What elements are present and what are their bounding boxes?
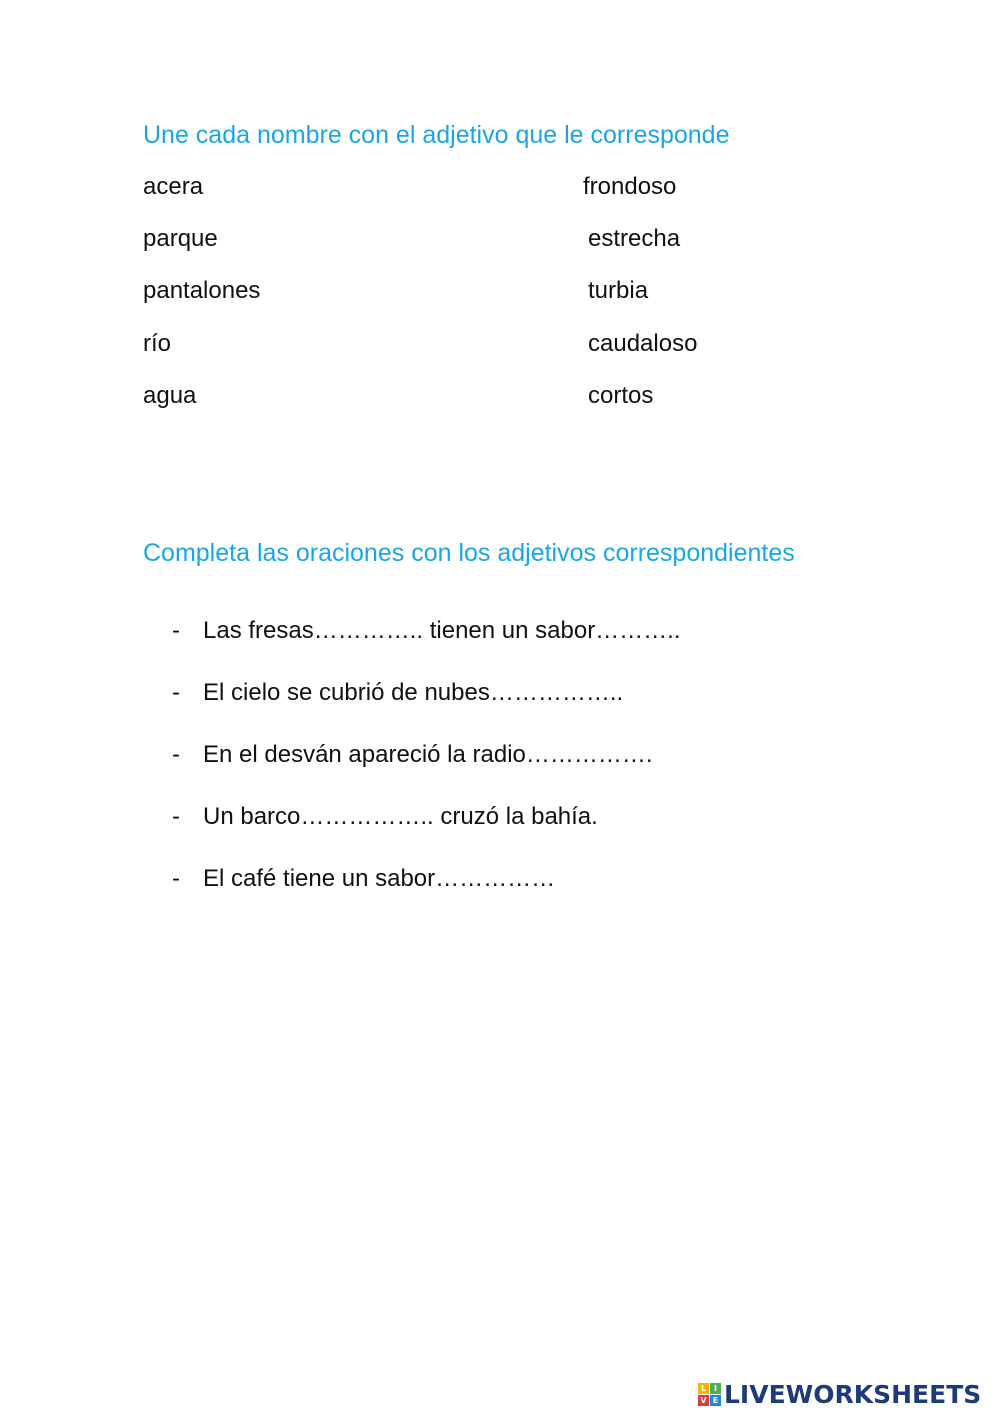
section1-title: Une cada nombre con el adjetivo que le corresponde [143, 121, 730, 149]
sentence-1: Las fresas………….. tienen un sabor……….. [203, 617, 681, 644]
sentence-3: En el desván apareció la radio……………. [203, 741, 653, 768]
bullet-dash: - [172, 741, 180, 768]
liveworksheets-logo-icon [698, 1383, 721, 1406]
bullet-dash: - [172, 865, 180, 892]
sentence-4: Un barco…………….. cruzó la bahía. [203, 803, 598, 830]
noun-rio: río [143, 330, 172, 357]
liveworksheets-brand[interactable] [698, 1378, 981, 1410]
noun-acera: acera [143, 173, 204, 200]
adjective-cortos: cortos [588, 382, 654, 409]
adjective-caudaloso: caudaloso [588, 330, 698, 357]
adjective-frondoso: frondoso [583, 173, 677, 200]
adjective-estrecha: estrecha [588, 225, 681, 252]
sentence-2: El cielo se cubrió de nubes…………….. [203, 679, 624, 706]
noun-agua: agua [143, 382, 197, 409]
bullet-dash: - [172, 803, 180, 830]
noun-parque: parque [143, 225, 218, 252]
logo-tile: V [698, 1395, 709, 1406]
logo-tile: I [710, 1383, 721, 1394]
logo-tile: L [698, 1383, 709, 1394]
sentence-5: El café tiene un sabor…………… [203, 865, 556, 892]
logo-tile: E [710, 1395, 721, 1406]
noun-pantalones: pantalones [143, 277, 261, 304]
bullet-dash: - [172, 679, 180, 706]
adjective-turbia: turbia [588, 277, 649, 304]
section2-title: Completa las oraciones con los adjetivos correspondientes [143, 539, 795, 567]
brand-name: LIVEWORKSHEETS [724, 1379, 982, 1409]
bullet-dash: - [172, 617, 180, 644]
